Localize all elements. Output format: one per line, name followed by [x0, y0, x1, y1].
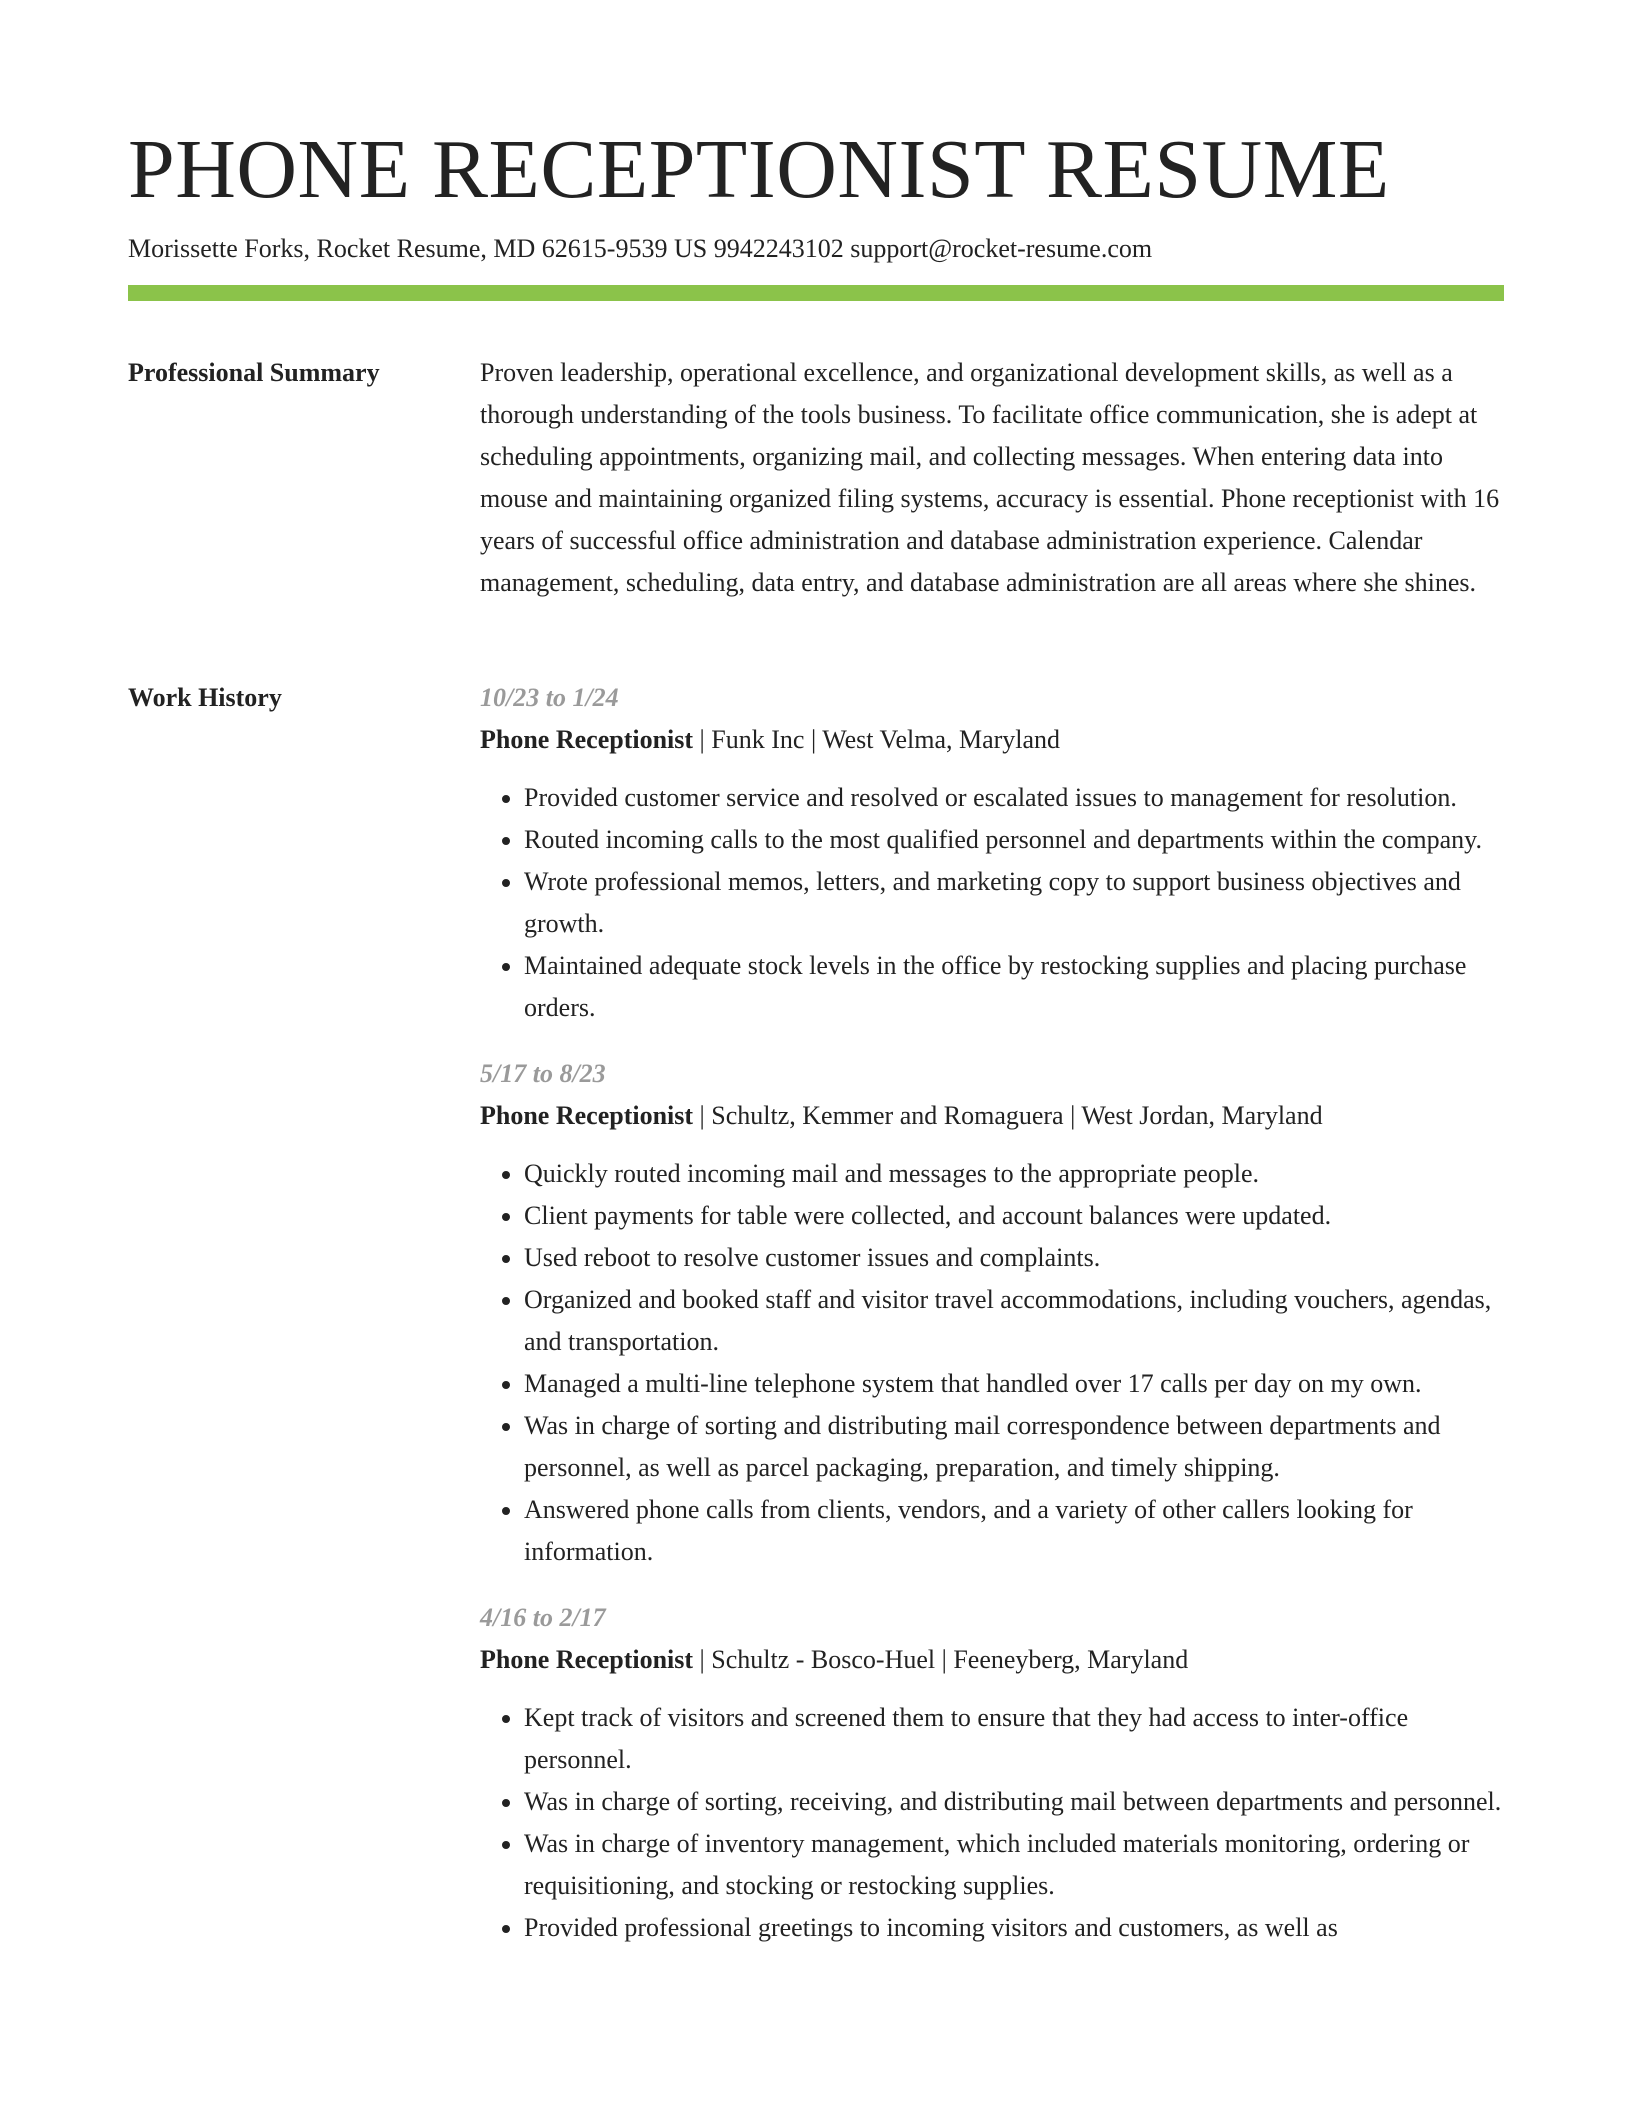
job-location: West Velma, Maryland — [822, 725, 1061, 754]
job-company: Schultz, Kemmer and Romaguera — [711, 1101, 1064, 1130]
resume-title: PHONE RECEPTIONIST RESUME — [128, 123, 1390, 216]
job-bullet-list — [480, 1697, 1504, 1949]
job-separator: | — [693, 725, 712, 754]
job-bullet: • Was in charge of inventory management, which included materials monitoring, ordering or requisitioning, and stocking or restocking supplies. — [524, 1823, 1504, 1907]
job-bullet: • Kept track of visitors and screened them to ensure that they had access to inter-office personnel. — [524, 1697, 1504, 1781]
job-heading — [480, 1639, 1504, 1681]
job-bullet: • Quickly routed incoming mail and messages to the appropriate people. — [524, 1153, 1504, 1195]
job-company: Funk Inc — [711, 725, 805, 754]
job-bullet: • Organized and booked staff and visitor travel accommodations, including vouchers, agendas, and transportation. — [524, 1279, 1504, 1363]
job-heading — [480, 719, 1504, 761]
job-title: Phone Receptionist — [480, 725, 694, 754]
job-bullet: • Used reboot to resolve customer issues and complaints. — [524, 1237, 1504, 1279]
job-location: Feeneyberg, Maryland — [953, 1645, 1189, 1674]
section-label-summary: Professional Summary — [128, 358, 380, 387]
job-bullet: • Was in charge of sorting, receiving, and distributing mail between departments and personnel. — [524, 1781, 1504, 1823]
job-bullet: • Was in charge of sorting and distributing mail correspondence between departments and personnel, as well as parcel packaging, preparation, and timely shipping. — [524, 1405, 1504, 1489]
section-label-work-history: Work History — [128, 683, 282, 712]
job-title: Phone Receptionist — [480, 1645, 694, 1674]
job-bullet: • Provided customer service and resolved or escalated issues to management for resolution. — [524, 777, 1504, 819]
job-bullet: • Provided professional greetings to incoming visitors and customers, as well as — [524, 1907, 1504, 1949]
job-separator: | — [1063, 1101, 1082, 1130]
job-dates: 5/17 to 8/23 — [480, 1059, 606, 1088]
job-title: Phone Receptionist — [480, 1101, 694, 1130]
job-separator: | — [935, 1645, 954, 1674]
job-separator: | — [693, 1645, 712, 1674]
job-bullet: • Maintained adequate stock levels in the office by restocking supplies and placing purchase orders. — [524, 945, 1504, 1029]
job-bullet: • Client payments for table were collected, and account balances were updated. — [524, 1195, 1504, 1237]
summary-body — [480, 352, 1504, 604]
job-heading — [480, 1095, 1504, 1137]
job-bullet: • Routed incoming calls to the most qualified personnel and departments within the company. — [524, 819, 1504, 861]
job-bullet: • Managed a multi-line telephone system that handled over 17 calls per day on my own. — [524, 1363, 1504, 1405]
job-bullet-list — [480, 1153, 1504, 1573]
job-entry — [480, 677, 1504, 1029]
job-entry — [480, 1597, 1504, 1949]
summary-text: Proven leadership, operational excellence, and organizational development skills, as well as a thorough understanding of the tools business. To facilitate office communication, she is adept at scheduling appointments, organizing mail, and collecting messages. When entering data into mouse and maintaining organized filing systems, accuracy is essential. Phone receptionist with 16 years of successful office administration and database administration experience. Calendar management, scheduling, data entry, and database administration are all areas where she shines. — [480, 358, 1500, 597]
contact-line: Morissette Forks, Rocket Resume, MD 62615-9539 US 9942243102 support@rocket-resume.com — [128, 234, 1153, 263]
accent-divider — [128, 285, 1504, 301]
job-company: Schultz - Bosco-Huel — [711, 1645, 936, 1674]
job-bullet: • Wrote professional memos, letters, and marketing copy to support business objectives and growth. — [524, 861, 1504, 945]
job-separator: | — [693, 1101, 712, 1130]
job-bullet-list — [480, 777, 1504, 1029]
job-bullet: • Answered phone calls from clients, vendors, and a variety of other callers looking for information. — [524, 1489, 1504, 1573]
job-dates: 4/16 to 2/17 — [480, 1603, 606, 1632]
job-dates: 10/23 to 1/24 — [480, 683, 619, 712]
jobs-list — [480, 677, 1504, 1973]
job-entry — [480, 1053, 1504, 1573]
job-location: West Jordan, Maryland — [1081, 1101, 1323, 1130]
job-separator: | — [804, 725, 823, 754]
